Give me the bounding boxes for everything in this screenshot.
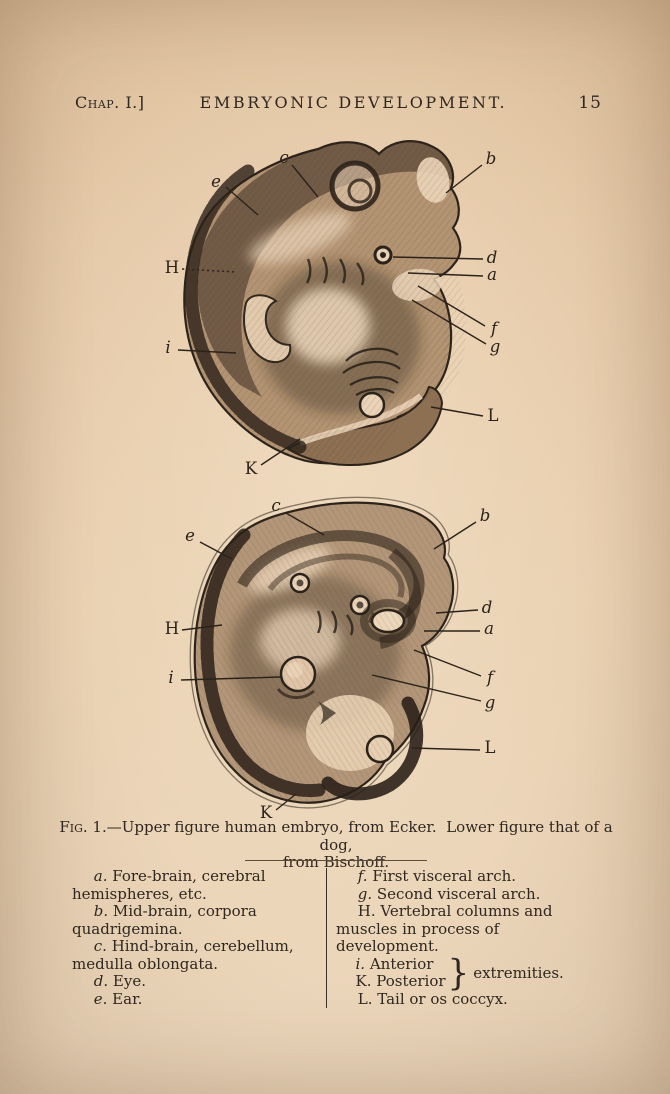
legend-brace-group: [342, 951, 606, 994]
legend-item-d: d. Eye.: [93, 972, 146, 991]
figure-label-c: c: [271, 496, 281, 515]
legend-key-c: c.: [93, 937, 107, 956]
figure-label-f: f: [486, 668, 494, 687]
figure-label-i: i: [165, 338, 171, 357]
legend-item-a: a. Fore-brain, cerebral hemispheres, etc.: [72, 867, 266, 903]
page-title: EMBRYONIC DEVELOPMENT.: [199, 93, 508, 112]
figure-label-a: a: [484, 619, 494, 638]
figure-label-H: H: [164, 258, 180, 277]
legend-key-K: K.: [355, 972, 372, 991]
figure-label-d: d: [486, 248, 498, 267]
figure-label-g: g: [489, 337, 501, 356]
leader-line-L: [412, 748, 480, 750]
figure-label-d: d: [481, 598, 493, 617]
legend-key-i: i.: [355, 954, 366, 973]
legend-key-f: f.: [357, 867, 368, 885]
legend-item-H: H. Vertebral columns and muscles in process of development.: [336, 902, 553, 956]
caption-text: —Upper figure human embryo, from Ecker. Lower figure that of a dog,: [106, 818, 613, 854]
figure-label-f: f: [490, 319, 498, 338]
legend-right-top: [336, 868, 606, 956]
page-number: 15: [578, 93, 602, 113]
dog-embryo-engraving: [150, 493, 510, 825]
legend-key-b: b.: [93, 902, 109, 921]
caption-line-2: from Bischoff.: [282, 853, 390, 872]
figure-label-K: K: [259, 803, 273, 822]
figure-dog-embryo: [150, 493, 510, 825]
legend-item-e: e. Ear.: [93, 989, 143, 1008]
brace-items: [342, 956, 446, 991]
figure-label-a: a: [487, 265, 497, 284]
caption-line-1: [58, 819, 614, 854]
legend-key-L: L.: [357, 989, 373, 1008]
legend-item-b: b. Mid-brain, corpora quadrigemina.: [72, 902, 257, 938]
legend-item-L: L. Tail or os coccyx.: [357, 989, 508, 1008]
caption-legend-divider: [245, 860, 427, 861]
legend-key-a: a.: [93, 867, 108, 885]
figure-legend: [72, 868, 606, 1008]
legend-item-c: c. Hind-brain, cerebellum, medulla oblongata.: [72, 937, 294, 973]
legend-key-e: e.: [93, 989, 108, 1008]
legend-key-g: g.: [357, 884, 373, 903]
figure-label-e: e: [185, 526, 195, 545]
legend-item-f: f. First visceral arch.: [357, 867, 517, 885]
legend-item-K: K. Posterior: [355, 972, 446, 991]
figure-human-embryo: [150, 133, 510, 481]
figure-label-g: g: [484, 693, 496, 712]
figure-label-K: K: [244, 459, 258, 478]
legend-right-bottom: [336, 991, 606, 1009]
running-head: [75, 93, 602, 113]
figure-label-i: i: [168, 668, 174, 687]
legend-left-column: [72, 868, 326, 1008]
figure-label-e: e: [211, 172, 221, 191]
brace-shared-text: extremities.: [473, 963, 564, 982]
figure-label-b: b: [479, 506, 491, 525]
figure-label-L: L: [484, 738, 496, 757]
figure-label-c: c: [279, 148, 289, 167]
figure-label-H: H: [164, 619, 180, 638]
brace-glyph: }: [447, 951, 470, 994]
figure-caption: [58, 819, 614, 872]
legend-right-column: [326, 868, 606, 1008]
legend-item-g: g. Second visceral arch.: [357, 884, 541, 903]
figure-label-L: L: [487, 406, 499, 425]
legend-item-i: i. Anterior: [355, 954, 434, 973]
figure-label-b: b: [485, 149, 497, 168]
legend-key-H: H.: [357, 902, 376, 921]
legend-key-d: d.: [93, 972, 109, 991]
human-embryo-engraving: [150, 133, 510, 481]
chapter-label: Chap. I.]: [75, 93, 145, 112]
fig-number: Fig. 1.: [59, 818, 107, 836]
